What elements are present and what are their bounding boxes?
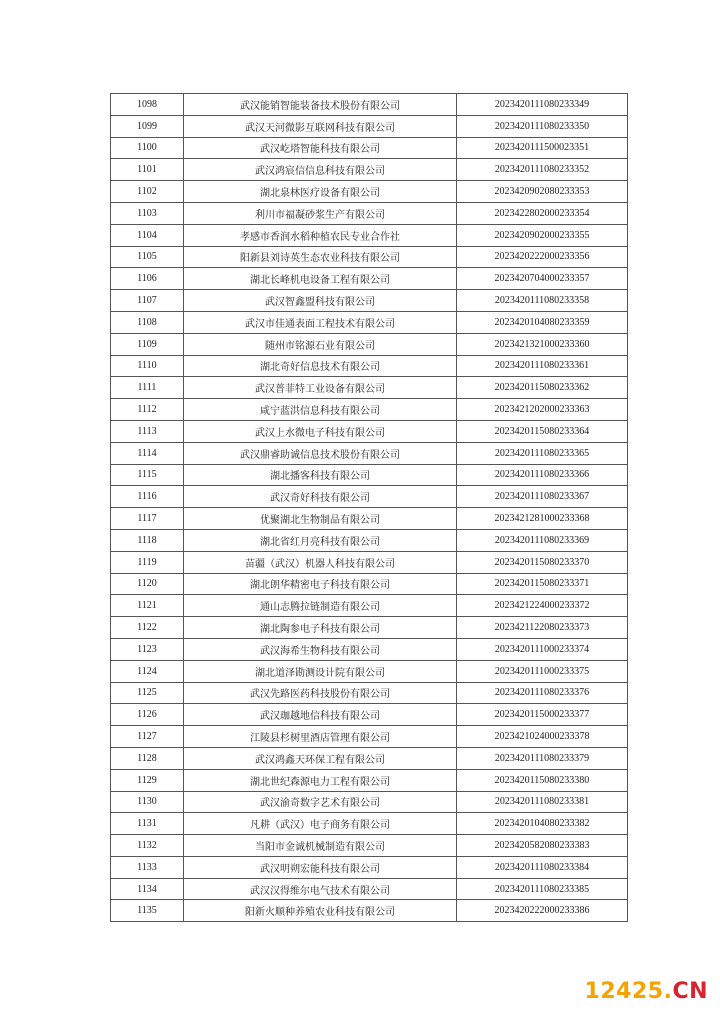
registration-code-cell: 2023420111080233361 xyxy=(457,355,628,377)
row-number-cell: 1108 xyxy=(111,311,184,333)
registration-code-cell: 2023420111000233374 xyxy=(457,638,628,660)
company-name-cell: 孝感市香润水稻种植农民专业合作社 xyxy=(184,224,457,246)
row-number-cell: 1123 xyxy=(111,638,184,660)
company-name-cell: 湖北奇好信息技术有限公司 xyxy=(184,355,457,377)
registration-code-cell: 2023421281000233368 xyxy=(457,508,628,530)
table-row xyxy=(111,224,628,246)
table-row xyxy=(111,377,628,399)
row-number-cell: 1113 xyxy=(111,420,184,442)
registration-code-cell: 2023420111080233352 xyxy=(457,159,628,181)
company-name-cell: 武汉珈越地信科技有限公司 xyxy=(184,704,457,726)
row-number-cell: 1114 xyxy=(111,442,184,464)
table-row xyxy=(111,486,628,508)
table-row xyxy=(111,900,628,922)
site-watermark-logo xyxy=(585,979,708,1004)
row-number-cell: 1130 xyxy=(111,791,184,813)
table-row xyxy=(111,660,628,682)
company-name-cell: 苗疆（武汉）机器人科技有限公司 xyxy=(184,551,457,573)
row-number-cell: 1104 xyxy=(111,224,184,246)
registration-code-cell: 2023420115080233362 xyxy=(457,377,628,399)
table-row xyxy=(111,747,628,769)
table-row xyxy=(111,94,628,116)
company-name-cell: 利川市福凝砂浆生产有限公司 xyxy=(184,202,457,224)
company-name-cell: 武汉海希生物科技有限公司 xyxy=(184,638,457,660)
registration-code-cell: 2023420222000233356 xyxy=(457,246,628,268)
company-name-cell: 武汉鸿宸信信息科技有限公司 xyxy=(184,159,457,181)
row-number-cell: 1106 xyxy=(111,268,184,290)
company-name-cell: 武汉上水微电子科技有限公司 xyxy=(184,420,457,442)
table-row xyxy=(111,399,628,421)
registration-code-cell: 2023420111000233375 xyxy=(457,660,628,682)
registration-code-cell: 2023420111500023351 xyxy=(457,137,628,159)
row-number-cell: 1118 xyxy=(111,529,184,551)
company-name-cell: 湖北世纪森源电力工程有限公司 xyxy=(184,769,457,791)
company-name-cell: 随州市铭源石业有限公司 xyxy=(184,333,457,355)
row-number-cell: 1124 xyxy=(111,660,184,682)
watermark-number: 12425 xyxy=(584,979,664,1004)
registration-code-cell: 2023421202000233363 xyxy=(457,399,628,421)
row-number-cell: 1102 xyxy=(111,181,184,203)
row-number-cell: 1107 xyxy=(111,290,184,312)
table-row xyxy=(111,311,628,333)
registration-code-cell: 2023420115080233370 xyxy=(457,551,628,573)
registration-code-cell: 2023420111080233366 xyxy=(457,464,628,486)
registration-code-cell: 2023420104080233382 xyxy=(457,813,628,835)
registration-code-cell: 2023420902000233355 xyxy=(457,224,628,246)
company-name-cell: 优聚湖北生物制品有限公司 xyxy=(184,508,457,530)
table-row xyxy=(111,508,628,530)
table-row xyxy=(111,856,628,878)
table-row xyxy=(111,290,628,312)
company-name-cell: 湖北朗华精密电子科技有限公司 xyxy=(184,573,457,595)
company-list-table xyxy=(110,93,628,922)
registration-code-cell: 2023421024000233378 xyxy=(457,726,628,748)
registration-code-cell: 2023420111080233367 xyxy=(457,486,628,508)
table-row xyxy=(111,159,628,181)
company-name-cell: 湖北道泽勘测设计院有限公司 xyxy=(184,660,457,682)
table-row xyxy=(111,115,628,137)
table-row xyxy=(111,333,628,355)
row-number-cell: 1103 xyxy=(111,202,184,224)
company-name-cell: 武汉鼎睿助诚信息技术股份有限公司 xyxy=(184,442,457,464)
registration-code-cell: 2023422802000233354 xyxy=(457,202,628,224)
row-number-cell: 1135 xyxy=(111,900,184,922)
row-number-cell: 1128 xyxy=(111,747,184,769)
registration-code-cell: 2023420115080233364 xyxy=(457,420,628,442)
company-name-cell: 武汉普菲特工业设备有限公司 xyxy=(184,377,457,399)
company-name-cell: 武汉明朔宏能科技有限公司 xyxy=(184,856,457,878)
company-name-cell: 江陵县杉树里酒店管理有限公司 xyxy=(184,726,457,748)
row-number-cell: 1119 xyxy=(111,551,184,573)
registration-code-cell: 2023421122080233373 xyxy=(457,617,628,639)
registration-code-cell: 2023420111080233379 xyxy=(457,747,628,769)
table-row xyxy=(111,878,628,900)
row-number-cell: 1125 xyxy=(111,682,184,704)
table-row xyxy=(111,595,628,617)
row-number-cell: 1131 xyxy=(111,813,184,835)
company-name-cell: 湖北省红月亮科技有限公司 xyxy=(184,529,457,551)
registration-code-cell: 2023420111080233358 xyxy=(457,290,628,312)
company-name-cell: 湖北长峰机电设备工程有限公司 xyxy=(184,268,457,290)
registration-code-cell: 2023420115080233371 xyxy=(457,573,628,595)
registration-code-cell: 2023420111080233381 xyxy=(457,791,628,813)
row-number-cell: 1101 xyxy=(111,159,184,181)
company-name-cell: 阳新县刘诗英生态农业科技有限公司 xyxy=(184,246,457,268)
table-row xyxy=(111,813,628,835)
row-number-cell: 1129 xyxy=(111,769,184,791)
table-row xyxy=(111,529,628,551)
table-row xyxy=(111,573,628,595)
registration-code-cell: 2023420115000233377 xyxy=(457,704,628,726)
table-row xyxy=(111,638,628,660)
table-row xyxy=(111,835,628,857)
company-name-cell: 武汉智鑫盟科技有限公司 xyxy=(184,290,457,312)
company-name-cell: 当阳市金诚机械制造有限公司 xyxy=(184,835,457,857)
table-row xyxy=(111,246,628,268)
table-row xyxy=(111,355,628,377)
table-row xyxy=(111,551,628,573)
row-number-cell: 1098 xyxy=(111,94,184,116)
company-name-cell: 武汉能销智能装备技术股份有限公司 xyxy=(184,94,457,116)
row-number-cell: 1116 xyxy=(111,486,184,508)
registration-code-cell: 2023420111080233349 xyxy=(457,94,628,116)
company-name-cell: 武汉市佳通表面工程技术有限公司 xyxy=(184,311,457,333)
company-name-cell: 凡耕（武汉）电子商务有限公司 xyxy=(184,813,457,835)
table-row xyxy=(111,769,628,791)
table-row xyxy=(111,464,628,486)
row-number-cell: 1112 xyxy=(111,399,184,421)
registration-code-cell: 2023420704000233357 xyxy=(457,268,628,290)
company-name-cell: 咸宁蓝洪信息科技有限公司 xyxy=(184,399,457,421)
row-number-cell: 1121 xyxy=(111,595,184,617)
company-name-cell: 湖北陶参电子科技有限公司 xyxy=(184,617,457,639)
table-row xyxy=(111,442,628,464)
table-row xyxy=(111,181,628,203)
registration-code-cell: 2023421224000233372 xyxy=(457,595,628,617)
registration-code-cell: 2023420111080233369 xyxy=(457,529,628,551)
registration-code-cell: 2023420104080233359 xyxy=(457,311,628,333)
registration-code-cell: 2023420902080233353 xyxy=(457,181,628,203)
table-row xyxy=(111,726,628,748)
table-row xyxy=(111,268,628,290)
watermark-suffix: CN xyxy=(672,979,708,1004)
table-row xyxy=(111,202,628,224)
table-row xyxy=(111,420,628,442)
row-number-cell: 1109 xyxy=(111,333,184,355)
table-row xyxy=(111,682,628,704)
row-number-cell: 1134 xyxy=(111,878,184,900)
row-number-cell: 1099 xyxy=(111,115,184,137)
table-row xyxy=(111,137,628,159)
row-number-cell: 1126 xyxy=(111,704,184,726)
row-number-cell: 1132 xyxy=(111,835,184,857)
row-number-cell: 1105 xyxy=(111,246,184,268)
company-name-cell: 武汉鸿鑫天环保工程有限公司 xyxy=(184,747,457,769)
registration-code-cell: 2023420111080233385 xyxy=(457,878,628,900)
registration-code-cell: 2023420115080233380 xyxy=(457,769,628,791)
table-row xyxy=(111,791,628,813)
company-name-cell: 武汉屹塔智能科技有限公司 xyxy=(184,137,457,159)
row-number-cell: 1111 xyxy=(111,377,184,399)
company-name-cell: 武汉先路医药科技股份有限公司 xyxy=(184,682,457,704)
registration-code-cell: 2023420111080233365 xyxy=(457,442,628,464)
watermark-dot: . xyxy=(663,979,673,1004)
registration-code-cell: 2023420222000233386 xyxy=(457,900,628,922)
registration-code-cell: 2023421321000233360 xyxy=(457,333,628,355)
registration-code-cell: 2023420582080233383 xyxy=(457,835,628,857)
row-number-cell: 1133 xyxy=(111,856,184,878)
row-number-cell: 1122 xyxy=(111,617,184,639)
company-name-cell: 武汉天河微影互联网科技有限公司 xyxy=(184,115,457,137)
registration-code-cell: 2023420111080233384 xyxy=(457,856,628,878)
table-body xyxy=(111,94,628,922)
row-number-cell: 1110 xyxy=(111,355,184,377)
row-number-cell: 1100 xyxy=(111,137,184,159)
row-number-cell: 1120 xyxy=(111,573,184,595)
registration-code-cell: 2023420111080233376 xyxy=(457,682,628,704)
table-row xyxy=(111,704,628,726)
company-name-cell: 武汉奇好科技有限公司 xyxy=(184,486,457,508)
company-name-cell: 武汉渝奇数字艺术有限公司 xyxy=(184,791,457,813)
row-number-cell: 1117 xyxy=(111,508,184,530)
company-name-cell: 通山志腾拉链制造有限公司 xyxy=(184,595,457,617)
company-name-cell: 湖北播客科技有限公司 xyxy=(184,464,457,486)
company-name-cell: 阳新火顺种养殖农业科技有限公司 xyxy=(184,900,457,922)
company-name-cell: 武汉汉得维尔电气技术有限公司 xyxy=(184,878,457,900)
row-number-cell: 1115 xyxy=(111,464,184,486)
registration-code-cell: 2023420111080233350 xyxy=(457,115,628,137)
company-name-cell: 湖北泉林医疗设备有限公司 xyxy=(184,181,457,203)
row-number-cell: 1127 xyxy=(111,726,184,748)
table-row xyxy=(111,617,628,639)
